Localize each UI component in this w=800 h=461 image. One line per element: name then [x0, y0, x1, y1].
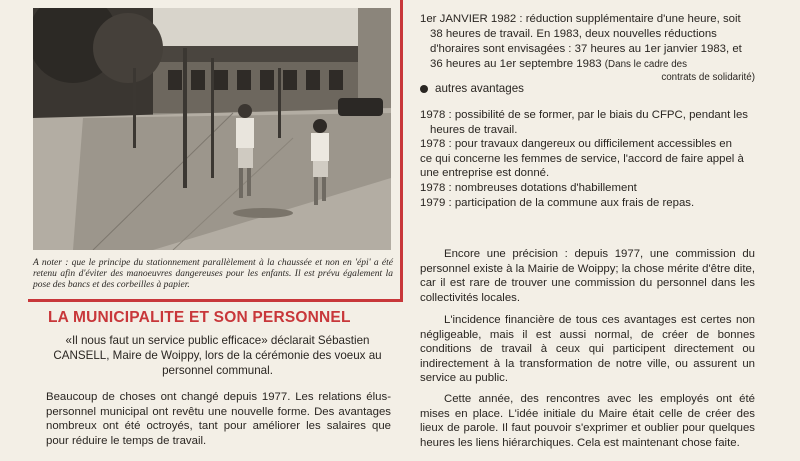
benefit-1-line-1: 1978 : possibilité de se former, par le biais du CFPC, pendant les	[420, 109, 748, 121]
benefits-list	[420, 108, 755, 210]
other-benefits-heading	[420, 82, 524, 95]
other-benefits-label: autres avantages	[435, 82, 524, 95]
benefit-2-line-2: ce qui concerne les femmes de service, l'accord de faire appel à	[420, 152, 744, 165]
photo-caption: A noter : que le principe du stationnement parallèlement à la chaussée et non en 'épi' a été retenu afin d'éviter des manoeuvres dangereuses pour les enfants. Il est prévu également la pose des bancs et des corbeilles à papier.	[33, 258, 393, 291]
financial-paragraph: L'incidence financière de tous ces avantages est certes non négligeable, mais il est aussi normal, de créer de bonnes conditions de travail à ceux qui participent directement ou indirectement à la transformation de notre ville, ou assurent un service au public.	[420, 314, 755, 385]
benefit-1-line-2: heures de travail.	[430, 123, 518, 136]
mayor-quote: «Il nous faut un service public efficace» déclarait Sébastien CANSELL, Maire de Woippy, lors de la cérémonie des voeux au personnel communal.	[53, 334, 382, 377]
commission-paragraph: Encore une précision : depuis 1977, une commission du personnel existe à la Mairie de Woippy; la chose mérite d'être dite, car il est rare de trouver une commission du personnel dans les collectivités locales.	[420, 248, 755, 304]
hours-line-4	[420, 57, 755, 72]
solidarity-note-2: contrats de solidarité)	[661, 72, 755, 83]
hours-line-4-text: 36 heures au 1er septembre 1983	[430, 58, 602, 70]
section-title: LA MUNICIPALITE ET SON PERSONNEL	[48, 309, 351, 326]
meetings-paragraph: Cette année, des rencontres avec les employés ont été mises en place. L'idée initiale du Maire était celle de créer des lieux de parole. Il faut pouvoir s'exprimer et oublier pour quelques heures les liens hiérarchiques. Cela est maintenant chose faite.	[420, 393, 755, 449]
hours-line-1: 1er JANVIER 1982 : réduction supplémentaire d'une heure, soit	[420, 13, 741, 25]
benefit-3: 1978 : nombreuses dotations d'habillement	[420, 181, 637, 194]
benefit-4: 1979 : participation de la commune aux frais de repas.	[420, 196, 695, 209]
hours-line-2: 38 heures de travail. En 1983, deux nouvelles réductions	[430, 28, 717, 40]
benefit-2-line-1: 1978 : pour travaux dangereux ou difficilement accessibles en	[420, 138, 732, 151]
street-photo	[33, 8, 391, 250]
bullet-icon	[420, 85, 428, 93]
work-hours-text	[420, 12, 755, 83]
solidarity-note-1: (Dans le cadre des	[604, 59, 688, 70]
hours-line-3: d'horaires sont envisagées : 37 heures au 1er janvier 1983, et	[430, 43, 742, 55]
benefit-2-line-3: une entreprise est donné.	[420, 167, 550, 180]
intro-paragraph: Beaucoup de choses ont changé depuis 1977. Les relations élus-personnel municipal ont revêtu une nouvelle forme. Des avantages nombreux ont été octroyés, tant pour améliorer les salaires que pour réduire le temps de travail.	[46, 391, 391, 447]
